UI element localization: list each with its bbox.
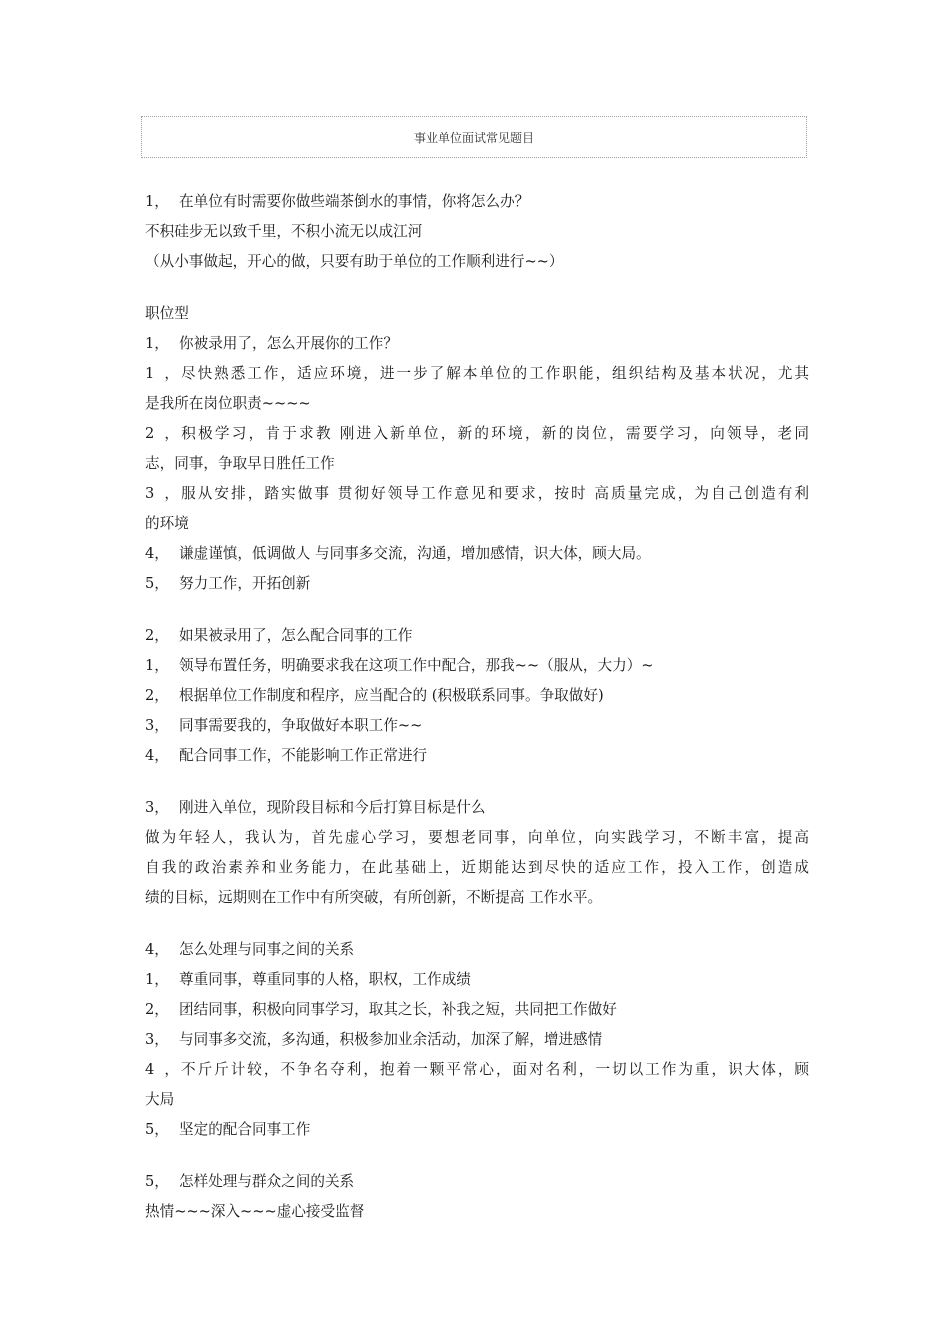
list-item: 5， 坚定的配合同事工作 xyxy=(145,1121,311,1138)
answer-line: 不积硅步无以致千里，不积小流无以成江河 xyxy=(145,223,423,240)
answer-line: （从小事做起，开心的做，只要有助于单位的工作顺利进行~~） xyxy=(145,253,564,270)
list-item: 2， 根据单位工作制度和程序，应当配合的 (积极联系同事。争取做好) xyxy=(145,687,604,704)
question-5 xyxy=(145,1167,809,1197)
question-number: 2， xyxy=(145,627,169,644)
question-number: 1， xyxy=(145,335,169,352)
list-item-continuation: 是我所在岗位职责~~~~ xyxy=(145,395,311,412)
answer-line: 热情~~~深入~~~虚心接受监督 xyxy=(145,1203,365,1220)
question-number: 3， xyxy=(145,799,169,816)
answer-line: 绩的目标，远期则在工作中有所突破，有所创新，不断提高 工作水平。 xyxy=(145,889,603,906)
question-text: 你被录用了，怎么开展你的工作？ xyxy=(179,335,398,352)
section-title: 职位型 xyxy=(145,305,189,322)
question-text: 在单位有时需要你做些端茶倒水的事情，你将怎么办？ xyxy=(179,193,530,210)
document-title: 事业单位面试常见题目 xyxy=(413,130,534,145)
list-item: 4，不斤斤计较，不争名夺利，抱着一颗平常心，面对名利，一切以工作为重，识大体，顾 xyxy=(145,1061,809,1078)
question-text: 刚进入单位，现阶段目标和今后打算目标是什么 xyxy=(179,799,486,816)
question-text: 怎么处理与同事之间的关系 xyxy=(179,941,355,958)
question-2 xyxy=(145,621,809,651)
question-4 xyxy=(145,935,809,965)
list-item: 2，积极学习，肯于求教 刚进入新单位，新的环境，新的岗位，需要学习，向领导，老同 xyxy=(145,425,809,442)
list-item: 3， 同事需要我的，争取做好本职工作~~ xyxy=(145,717,423,734)
answer-line: 做为年轻人，我认为，首先虚心学习，要想老同事，向单位，向实践学习，不断丰富，提高 xyxy=(145,829,809,846)
question-number: 5， xyxy=(145,1173,169,1190)
list-item: 1，尽快熟悉工作，适应环境，进一步了解本单位的工作职能，组织结构及基本状况，尤其 xyxy=(145,365,809,382)
list-item: 2， 团结同事，积极向同事学习，取其之长，补我之短，共同把工作做好 xyxy=(145,1001,617,1018)
list-item: 1， 尊重同事，尊重同事的人格，职权，工作成绩 xyxy=(145,971,471,988)
question-number: 1， xyxy=(145,193,169,210)
list-item: 3，服从安排，踏实做事 贯彻好领导工作意见和要求，按时 高质量完成，为自己创造有利 xyxy=(145,485,809,502)
question-text: 怎样处理与群众之间的关系 xyxy=(179,1173,355,1190)
answer-line: 自我的政治素养和业务能力，在此基础上，近期能达到尽快的适应工作，投入工作，创造成 xyxy=(145,859,809,876)
list-item: 5， 努力工作，开拓创新 xyxy=(145,575,311,592)
list-item: 4， 配合同事工作，不能影响工作正常进行 xyxy=(145,747,428,764)
question-text: 如果被录用了，怎么配合同事的工作 xyxy=(179,627,413,644)
question-number: 4， xyxy=(145,941,169,958)
list-item: 3， 与同事多交流，多沟通，积极参加业余活动，加深了解，增进感情 xyxy=(145,1031,603,1048)
list-item: 4， 谦虚谨慎，低调做人 与同事多交流，沟通，增加感情，识大体，顾大局。 xyxy=(145,545,651,562)
list-item: 1， 领导布置任务，明确要求我在这项工作中配合，那我~~（服从，大力）~ xyxy=(145,657,654,674)
list-item-continuation: 志，同事，争取早日胜任工作 xyxy=(145,455,335,472)
document-title-box xyxy=(141,116,807,158)
question-3 xyxy=(145,793,809,823)
document-body xyxy=(145,187,809,1227)
question-1 xyxy=(145,329,809,359)
list-item-continuation: 大局 xyxy=(145,1091,175,1108)
question-intro xyxy=(145,187,809,217)
list-item-continuation: 的环境 xyxy=(145,515,189,532)
